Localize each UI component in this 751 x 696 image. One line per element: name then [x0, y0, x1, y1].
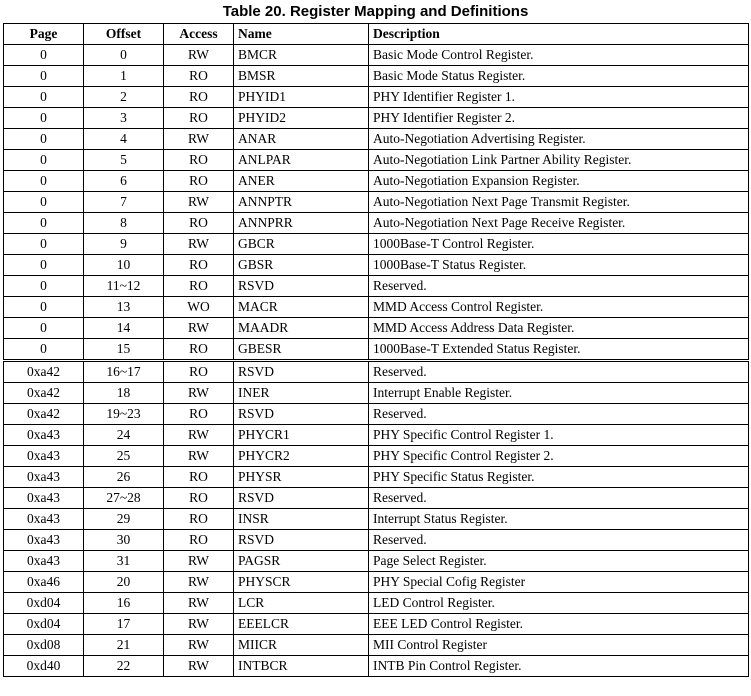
cell-name: INSR: [234, 509, 369, 530]
cell-page: 0: [4, 255, 84, 276]
cell-page: 0: [4, 129, 84, 150]
cell-offset: 3: [84, 108, 164, 129]
cell-description: Basic Mode Status Register.: [369, 66, 749, 87]
cell-name: ANAR: [234, 129, 369, 150]
cell-description: EEE LED Control Register.: [369, 614, 749, 635]
cell-name: RSVD: [234, 361, 369, 383]
cell-name: RSVD: [234, 530, 369, 551]
table-row: [4, 234, 749, 255]
cell-offset: 0: [84, 45, 164, 66]
table-row: [4, 404, 749, 425]
table-row: [4, 276, 749, 297]
cell-offset: 8: [84, 213, 164, 234]
cell-name: PHYID1: [234, 87, 369, 108]
table-row: [4, 213, 749, 234]
cell-page: 0: [4, 66, 84, 87]
cell-offset: 22: [84, 656, 164, 677]
cell-page: 0xa43: [4, 467, 84, 488]
cell-page: 0: [4, 171, 84, 192]
cell-offset: 5: [84, 150, 164, 171]
cell-offset: 6: [84, 171, 164, 192]
cell-name: RSVD: [234, 488, 369, 509]
table-body: [4, 45, 749, 677]
cell-description: Basic Mode Control Register.: [369, 45, 749, 66]
cell-name: PHYCR1: [234, 425, 369, 446]
table-row: [4, 297, 749, 318]
cell-offset: 11~12: [84, 276, 164, 297]
cell-offset: 14: [84, 318, 164, 339]
cell-access: RO: [164, 171, 234, 192]
cell-description: PHY Specific Status Register.: [369, 467, 749, 488]
table-row: [4, 425, 749, 446]
table-row: [4, 551, 749, 572]
cell-description: Reserved.: [369, 276, 749, 297]
cell-access: RW: [164, 129, 234, 150]
cell-description: Reserved.: [369, 530, 749, 551]
cell-access: RO: [164, 276, 234, 297]
register-mapping-table: [3, 23, 749, 677]
cell-page: 0xa43: [4, 425, 84, 446]
table-row: [4, 530, 749, 551]
cell-access: RW: [164, 383, 234, 404]
cell-description: Auto-Negotiation Next Page Receive Register.: [369, 213, 749, 234]
cell-name: INTBCR: [234, 656, 369, 677]
cell-description: PHY Specific Control Register 1.: [369, 425, 749, 446]
table-row: [4, 129, 749, 150]
cell-access: RO: [164, 488, 234, 509]
cell-page: 0xd04: [4, 614, 84, 635]
cell-name: ANLPAR: [234, 150, 369, 171]
cell-page: 0: [4, 339, 84, 361]
cell-offset: 13: [84, 297, 164, 318]
cell-offset: 9: [84, 234, 164, 255]
cell-description: PHY Specific Control Register 2.: [369, 446, 749, 467]
cell-description: Auto-Negotiation Expansion Register.: [369, 171, 749, 192]
cell-name: GBSR: [234, 255, 369, 276]
cell-access: RO: [164, 150, 234, 171]
cell-offset: 18: [84, 383, 164, 404]
cell-name: MACR: [234, 297, 369, 318]
cell-name: EEELCR: [234, 614, 369, 635]
cell-access: RO: [164, 467, 234, 488]
cell-offset: 27~28: [84, 488, 164, 509]
cell-page: 0xa42: [4, 383, 84, 404]
cell-access: RW: [164, 593, 234, 614]
cell-offset: 2: [84, 87, 164, 108]
cell-name: GBCR: [234, 234, 369, 255]
cell-page: 0: [4, 45, 84, 66]
cell-offset: 4: [84, 129, 164, 150]
table-row: [4, 614, 749, 635]
cell-access: RO: [164, 530, 234, 551]
cell-access: RO: [164, 255, 234, 276]
cell-page: 0xa42: [4, 361, 84, 383]
cell-name: BMCR: [234, 45, 369, 66]
cell-page: 0xa43: [4, 509, 84, 530]
table-row: [4, 635, 749, 656]
cell-description: MMD Access Control Register.: [369, 297, 749, 318]
table-row: [4, 509, 749, 530]
cell-page: 0xd08: [4, 635, 84, 656]
table-row: [4, 467, 749, 488]
column-header-offset: Offset: [84, 24, 164, 45]
cell-access: RO: [164, 509, 234, 530]
cell-name: RSVD: [234, 276, 369, 297]
cell-access: RW: [164, 45, 234, 66]
cell-access: RO: [164, 66, 234, 87]
cell-page: 0xa46: [4, 572, 84, 593]
cell-page: 0: [4, 213, 84, 234]
table-caption: Table 20. Register Mapping and Definitions: [222, 3, 529, 20]
cell-page: 0xa43: [4, 551, 84, 572]
cell-name: MAADR: [234, 318, 369, 339]
table-row: [4, 108, 749, 129]
table-row: [4, 593, 749, 614]
table-header: [4, 24, 749, 45]
cell-name: LCR: [234, 593, 369, 614]
cell-access: RW: [164, 635, 234, 656]
cell-description: Auto-Negotiation Next Page Transmit Register.: [369, 192, 749, 213]
cell-access: RO: [164, 87, 234, 108]
cell-page: 0xa43: [4, 446, 84, 467]
cell-name: PHYID2: [234, 108, 369, 129]
cell-page: 0: [4, 234, 84, 255]
cell-name: ANNPRR: [234, 213, 369, 234]
table-row: [4, 318, 749, 339]
cell-offset: 16~17: [84, 361, 164, 383]
cell-access: RW: [164, 318, 234, 339]
cell-access: RW: [164, 234, 234, 255]
column-header-name: Name: [234, 24, 369, 45]
cell-page: 0: [4, 276, 84, 297]
cell-name: ANER: [234, 171, 369, 192]
cell-offset: 15: [84, 339, 164, 361]
cell-offset: 25: [84, 446, 164, 467]
column-header-access: Access: [164, 24, 234, 45]
cell-offset: 31: [84, 551, 164, 572]
table-row: [4, 171, 749, 192]
cell-name: PHYCR2: [234, 446, 369, 467]
cell-access: RO: [164, 213, 234, 234]
cell-description: Reserved.: [369, 488, 749, 509]
cell-page: 0: [4, 150, 84, 171]
table-row: [4, 572, 749, 593]
cell-page: 0xd40: [4, 656, 84, 677]
cell-offset: 7: [84, 192, 164, 213]
cell-access: RW: [164, 656, 234, 677]
table-row: [4, 255, 749, 276]
cell-description: Auto-Negotiation Advertising Register.: [369, 129, 749, 150]
cell-name: RSVD: [234, 404, 369, 425]
table-row: [4, 192, 749, 213]
cell-description: 1000Base-T Status Register.: [369, 255, 749, 276]
cell-page: 0: [4, 108, 84, 129]
cell-name: INER: [234, 383, 369, 404]
cell-access: RO: [164, 404, 234, 425]
cell-offset: 30: [84, 530, 164, 551]
table-row: [4, 45, 749, 66]
cell-description: Reserved.: [369, 404, 749, 425]
cell-description: Page Select Register.: [369, 551, 749, 572]
cell-access: RO: [164, 361, 234, 383]
column-header-description: Description: [369, 24, 749, 45]
cell-name: PAGSR: [234, 551, 369, 572]
cell-description: 1000Base-T Extended Status Register.: [369, 339, 749, 361]
cell-access: RO: [164, 339, 234, 361]
cell-page: 0: [4, 297, 84, 318]
header-row: [4, 24, 749, 45]
cell-offset: 20: [84, 572, 164, 593]
cell-description: MII Control Register: [369, 635, 749, 656]
cell-name: GBESR: [234, 339, 369, 361]
cell-page: 0xa43: [4, 488, 84, 509]
cell-page: 0: [4, 192, 84, 213]
cell-access: RO: [164, 108, 234, 129]
cell-description: Interrupt Enable Register.: [369, 383, 749, 404]
cell-access: RW: [164, 572, 234, 593]
cell-description: Auto-Negotiation Link Partner Ability Register.: [369, 150, 749, 171]
cell-offset: 10: [84, 255, 164, 276]
cell-description: Reserved.: [369, 361, 749, 383]
cell-name: MIICR: [234, 635, 369, 656]
cell-access: RW: [164, 551, 234, 572]
table-row: [4, 656, 749, 677]
cell-offset: 17: [84, 614, 164, 635]
cell-description: INTB Pin Control Register.: [369, 656, 749, 677]
cell-description: PHY Identifier Register 1.: [369, 87, 749, 108]
cell-access: RW: [164, 614, 234, 635]
cell-description: MMD Access Address Data Register.: [369, 318, 749, 339]
cell-access: RW: [164, 446, 234, 467]
cell-description: Interrupt Status Register.: [369, 509, 749, 530]
cell-name: PHYSCR: [234, 572, 369, 593]
cell-description: 1000Base-T Control Register.: [369, 234, 749, 255]
cell-name: PHYSR: [234, 467, 369, 488]
cell-description: LED Control Register.: [369, 593, 749, 614]
cell-description: PHY Identifier Register 2.: [369, 108, 749, 129]
cell-offset: 24: [84, 425, 164, 446]
column-header-page: Page: [4, 24, 84, 45]
cell-access: WO: [164, 297, 234, 318]
table-row: [4, 383, 749, 404]
cell-description: PHY Special Cofig Register: [369, 572, 749, 593]
table-row: [4, 150, 749, 171]
table-row: [4, 361, 749, 383]
cell-page: 0: [4, 87, 84, 108]
cell-access: RW: [164, 192, 234, 213]
cell-page: 0: [4, 318, 84, 339]
table-row: [4, 446, 749, 467]
table-row: [4, 87, 749, 108]
table-row: [4, 339, 749, 361]
cell-offset: 1: [84, 66, 164, 87]
cell-offset: 29: [84, 509, 164, 530]
cell-name: ANNPTR: [234, 192, 369, 213]
cell-access: RW: [164, 425, 234, 446]
cell-offset: 16: [84, 593, 164, 614]
cell-name: BMSR: [234, 66, 369, 87]
cell-page: 0xd04: [4, 593, 84, 614]
table-row: [4, 66, 749, 87]
cell-page: 0xa42: [4, 404, 84, 425]
table-row: [4, 488, 749, 509]
cell-offset: 19~23: [84, 404, 164, 425]
cell-page: 0xa43: [4, 530, 84, 551]
cell-offset: 26: [84, 467, 164, 488]
cell-offset: 21: [84, 635, 164, 656]
